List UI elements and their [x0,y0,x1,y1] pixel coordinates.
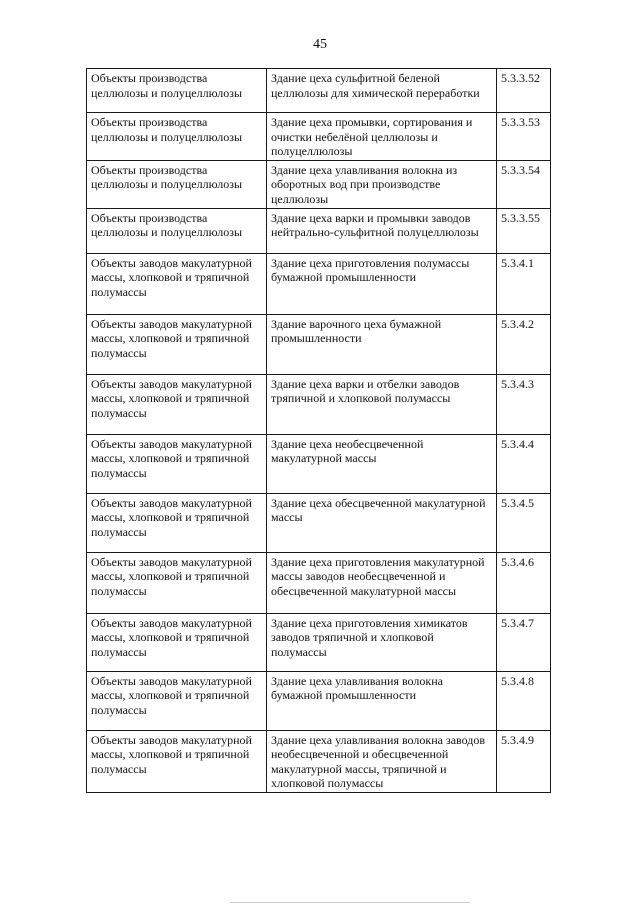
table-row [87,160,551,208]
object-cell: Объекты заводов макулатурной массы, хлопковой и тряпичной полумассы [87,613,267,671]
classification-table [86,68,551,793]
building-cell: Здание варочного цеха бумажной промышленности [267,314,497,374]
code-cell: 5.3.3.52 [497,69,551,113]
code-cell: 5.3.4.7 [497,613,551,671]
object-cell: Объекты производства целлюлозы и полуцеллюлозы [87,208,267,253]
code-cell: 5.3.4.9 [497,730,551,792]
table-row [87,434,551,493]
object-cell: Объекты заводов макулатурной массы, хлопковой и тряпичной полумассы [87,374,267,434]
object-cell: Объекты заводов макулатурной массы, хлопковой и тряпичной полумассы [87,434,267,493]
table-row [87,552,551,613]
object-cell: Объекты производства целлюлозы и полуцеллюлозы [87,113,267,161]
building-cell: Здание цеха обесцвеченной макулатурной массы [267,493,497,552]
code-cell: 5.3.3.55 [497,208,551,253]
object-cell: Объекты заводов макулатурной массы, хлопковой и тряпичной полумассы [87,493,267,552]
building-cell: Здание цеха необесцвеченной макулатурной массы [267,434,497,493]
building-cell: Здание цеха варки и промывки заводов нейтрально-сульфитной полуцеллюлозы [267,208,497,253]
code-cell: 5.3.3.53 [497,113,551,161]
table-row [87,208,551,253]
building-cell: Здание цеха приготовления химикатов заводов тряпичной и хлопковой полумассы [267,613,497,671]
code-cell: 5.3.4.8 [497,671,551,730]
building-cell: Здание цеха сульфитной беленой целлюлозы для химической переработки [267,69,497,113]
code-cell: 5.3.4.5 [497,493,551,552]
building-cell: Здание цеха улавливания волокна заводов необесцвеченной и обесцвеченной макулатурной массы, тряпичной и хлопковой полумассы [267,730,497,792]
building-cell: Здание цеха приготовления макулатурной массы заводов необесцвеченной и обесцвеченной макулатурной массы [267,552,497,613]
object-cell: Объекты заводов макулатурной массы, хлопковой и тряпичной полумассы [87,314,267,374]
table-row [87,314,551,374]
table-row [87,113,551,161]
object-cell: Объекты заводов макулатурной массы, хлопковой и тряпичной полумассы [87,671,267,730]
building-cell: Здание цеха улавливания волокна из оборотных вод при производстве целлюлозы [267,160,497,208]
table-row [87,730,551,792]
object-cell: Объекты заводов макулатурной массы, хлопковой и тряпичной полумассы [87,253,267,314]
table-row [87,69,551,113]
table-row [87,493,551,552]
object-cell: Объекты заводов макулатурной массы, хлопковой и тряпичной полумассы [87,552,267,613]
page-number: 45 [313,37,327,52]
bottom-divider [230,902,470,903]
code-cell: 5.3.4.6 [497,552,551,613]
code-cell: 5.3.4.3 [497,374,551,434]
code-cell: 5.3.4.4 [497,434,551,493]
table-row [87,671,551,730]
object-cell: Объекты заводов макулатурной массы, хлопковой и тряпичной полумассы [87,730,267,792]
table-row [87,253,551,314]
code-cell: 5.3.4.2 [497,314,551,374]
building-cell: Здание цеха варки и отбелки заводов тряпичной и хлопковой полумассы [267,374,497,434]
building-cell: Здание цеха приготовления полумассы бумажной промышленности [267,253,497,314]
code-cell: 5.3.3.54 [497,160,551,208]
code-cell: 5.3.4.1 [497,253,551,314]
building-cell: Здание цеха улавливания волокна бумажной промышленности [267,671,497,730]
table-row [87,613,551,671]
building-cell: Здание цеха промывки, сортирования и очистки небелёной целлюлозы и полуцеллюлозы [267,113,497,161]
object-cell: Объекты производства целлюлозы и полуцеллюлозы [87,160,267,208]
object-cell: Объекты производства целлюлозы и полуцеллюлозы [87,69,267,113]
table-row [87,374,551,434]
